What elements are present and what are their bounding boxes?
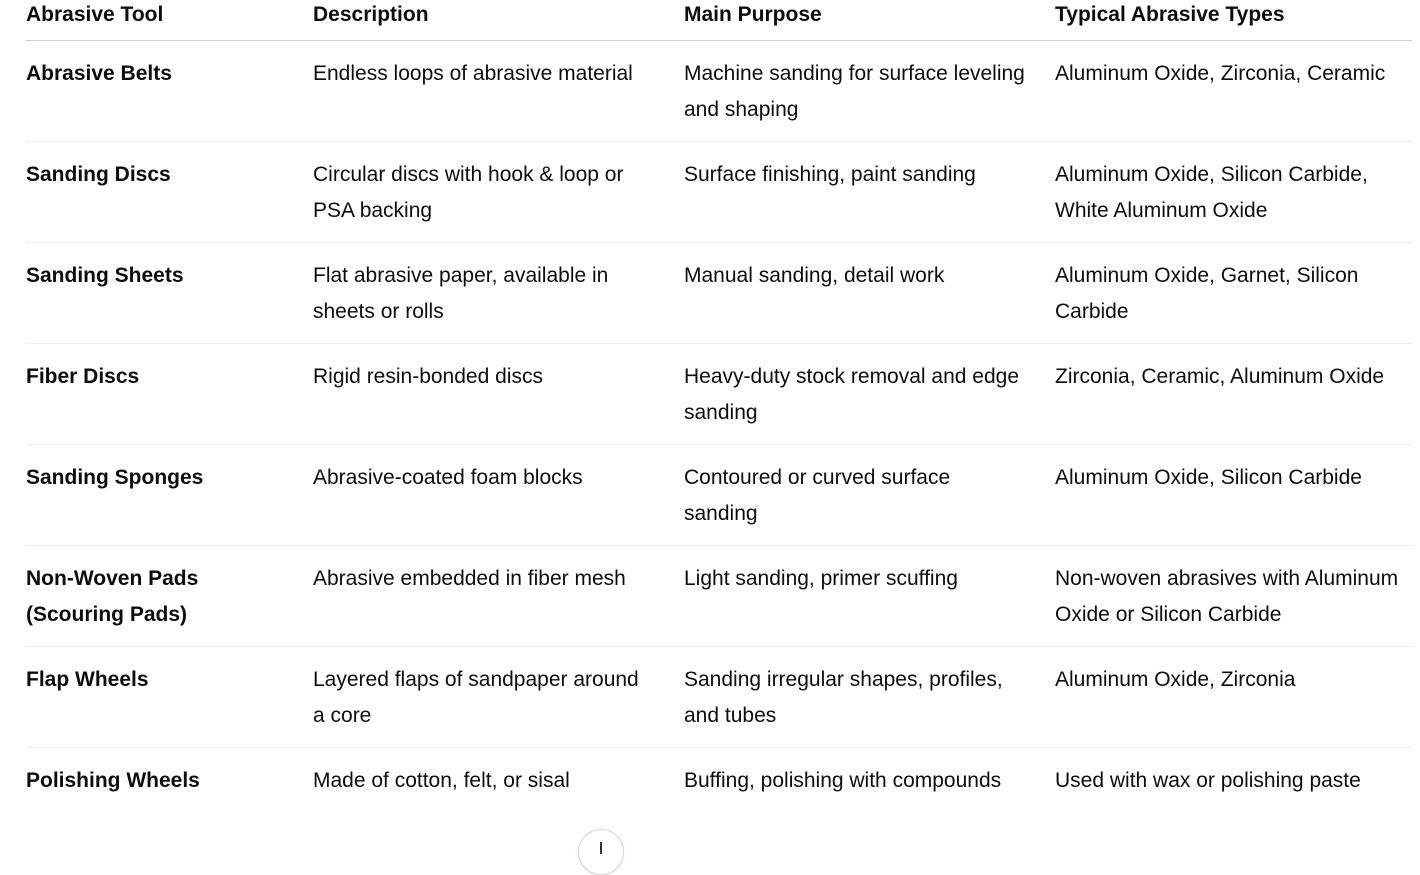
cell-tool: Non-Woven Pads (Scouring Pads): [26, 546, 313, 647]
cell-purpose: Machine sanding for surface leveling and shaping: [684, 41, 1055, 142]
cell-description: Endless loops of abrasive material: [313, 41, 684, 142]
cell-description: Layered flaps of sandpaper around a core: [313, 647, 684, 748]
cell-types: Aluminum Oxide, Garnet, Silicon Carbide: [1055, 243, 1412, 344]
header-row: [26, 0, 1412, 41]
header-abrasive-tool: Abrasive Tool: [26, 0, 313, 41]
cell-tool: Abrasive Belts: [26, 41, 313, 142]
cell-tool: Sanding Sheets: [26, 243, 313, 344]
cell-purpose: Buffing, polishing with compounds: [684, 769, 1002, 792]
cell-description: Flat abrasive paper, available in sheets or rolls: [313, 243, 684, 344]
cell-types: Non-woven abrasives with Aluminum Oxide or Silicon Carbide: [1055, 546, 1412, 647]
cell-description: Abrasive embedded in fiber mesh: [313, 546, 684, 647]
cell-tool: Fiber Discs: [26, 344, 313, 445]
cell-description: Made of cotton, felt, or sisal: [313, 769, 570, 792]
table-row: [26, 748, 1412, 813]
cell-purpose: Contoured or curved surface sanding: [684, 445, 1055, 546]
cell-tool: Sanding Discs: [26, 142, 313, 243]
cell-tool: Polishing Wheels: [26, 769, 200, 792]
cell-types: Aluminum Oxide, Silicon Carbide: [1055, 445, 1412, 546]
table-row: [26, 41, 1412, 142]
table-row: [26, 243, 1412, 344]
table-header: [26, 0, 1412, 41]
cell-description: Circular discs with hook & loop or PSA backing: [313, 142, 684, 243]
cell-description: Rigid resin-bonded discs: [313, 344, 684, 445]
scroll-down-button[interactable]: [578, 829, 624, 875]
cell-purpose: Surface finishing, paint sanding: [684, 142, 1055, 243]
table-row: [26, 546, 1412, 647]
cell-purpose: Manual sanding, detail work: [684, 243, 1055, 344]
cell-types: Aluminum Oxide, Silicon Carbide, White Aluminum Oxide: [1055, 142, 1412, 243]
cell-description: Abrasive-coated foam blocks: [313, 445, 684, 546]
cell-types: Aluminum Oxide, Zirconia: [1055, 647, 1412, 748]
cell-tool: Flap Wheels: [26, 647, 313, 748]
table-row: [26, 142, 1412, 243]
cell-purpose: Light sanding, primer scuffing: [684, 546, 1055, 647]
cell-purpose: Sanding irregular shapes, profiles, and tubes: [684, 647, 1055, 748]
cell-tool: Sanding Sponges: [26, 445, 313, 546]
header-description: Description: [313, 0, 684, 41]
cell-purpose: Heavy-duty stock removal and edge sanding: [684, 344, 1055, 445]
arrow-down-icon: [600, 842, 602, 854]
header-main-purpose: Main Purpose: [684, 0, 1055, 41]
table-row: [26, 344, 1412, 445]
cell-types: Used with wax or polishing paste: [1055, 769, 1361, 792]
table-row: [26, 647, 1412, 748]
table-body: [26, 41, 1412, 813]
table-row: [26, 445, 1412, 546]
abrasive-tools-table-container: [26, 0, 1412, 812]
abrasive-tools-table: [26, 0, 1412, 812]
cell-types: Zirconia, Ceramic, Aluminum Oxide: [1055, 344, 1412, 445]
header-typical-abrasive-types: Typical Abrasive Types: [1055, 0, 1412, 41]
cell-types: Aluminum Oxide, Zirconia, Ceramic: [1055, 41, 1412, 142]
